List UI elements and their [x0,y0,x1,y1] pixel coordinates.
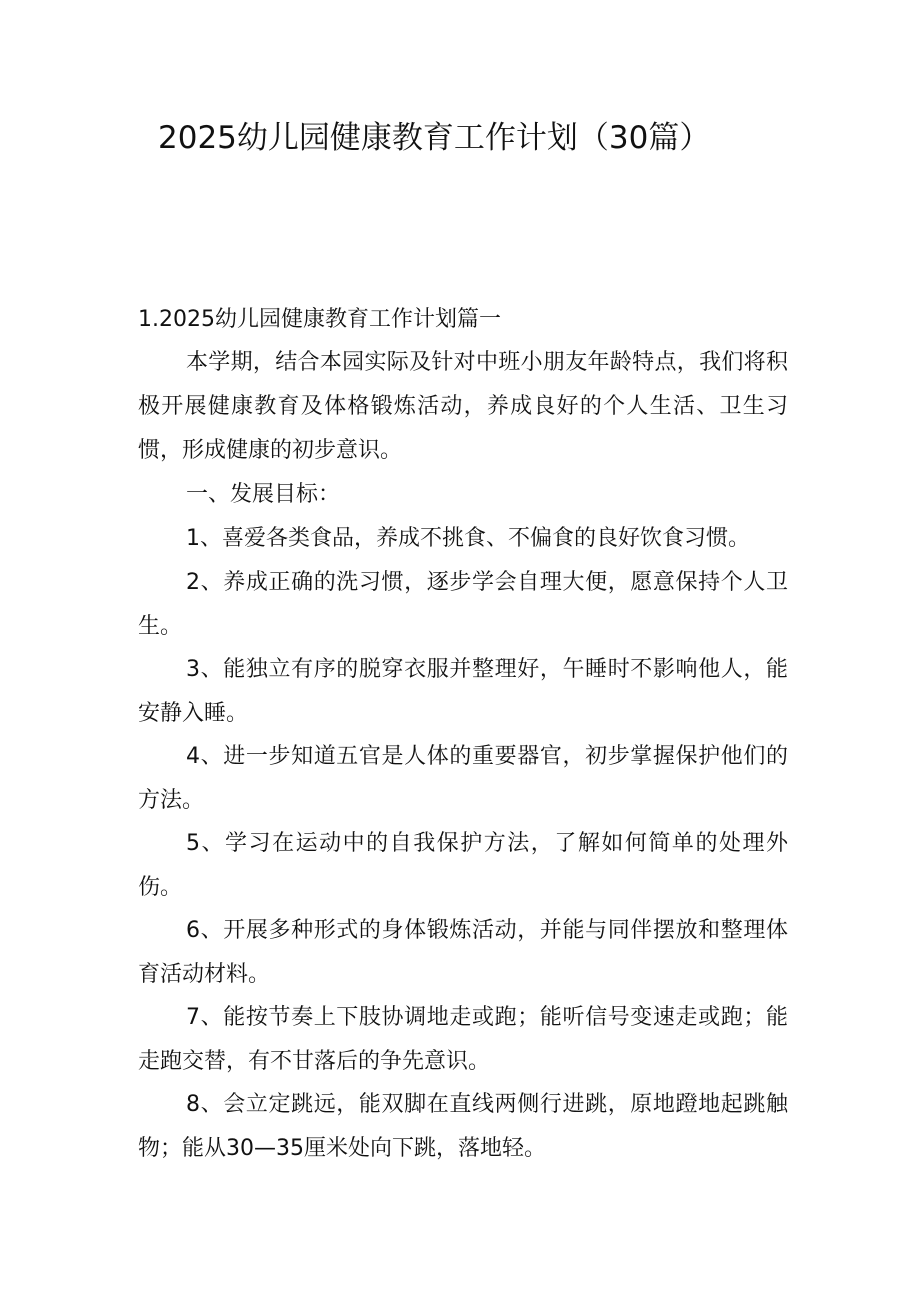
goal-item-8: 8、会立定跳远，能双脚在直线两侧行进跳，原地蹬地起跳触物；能从30—35厘米处向下跳，落地轻。 [138,1092,788,1161]
goal-item-1: 1、喜爱各类食品，养成不挑食、不偏食的良好饮食习惯。 [186,526,750,551]
document-title: 2025幼儿园健康教育工作计划（30篇） [158,120,711,156]
goals-heading: 一、发展目标： [186,482,341,507]
goal-item-4: 4、进一步知道五官是人体的重要器官，初步掌握保护他们的方法。 [138,744,788,813]
section-heading: 1.2025幼儿园健康教育工作计划篇一 [138,307,501,332]
goal-item-5: 5、学习在运动中的自我保护方法，了解如何简单的处理外伤。 [138,831,788,900]
goal-item-6: 6、开展多种形式的身体锻炼活动，并能与同伴摆放和整理体育活动材料。 [138,918,788,987]
intro-paragraph: 本学期，结合本园实际及针对中班小朋友年龄特点，我们将积极开展健康教育及体格锻炼活动，养成良好的个人生活、卫生习惯，形成健康的初步意识。 [138,350,788,463]
goal-item-2: 2、养成正确的洗习惯，逐步学会自理大便，愿意保持个人卫生。 [138,570,788,639]
goal-item-3: 3、能独立有序的脱穿衣服并整理好，午睡时不影响他人，能安静入睡。 [138,657,788,726]
goal-item-7: 7、能按节奏上下肢协调地走或跑；能听信号变速走或跑；能走跑交替，有不甘落后的争先意识。 [138,1005,788,1074]
